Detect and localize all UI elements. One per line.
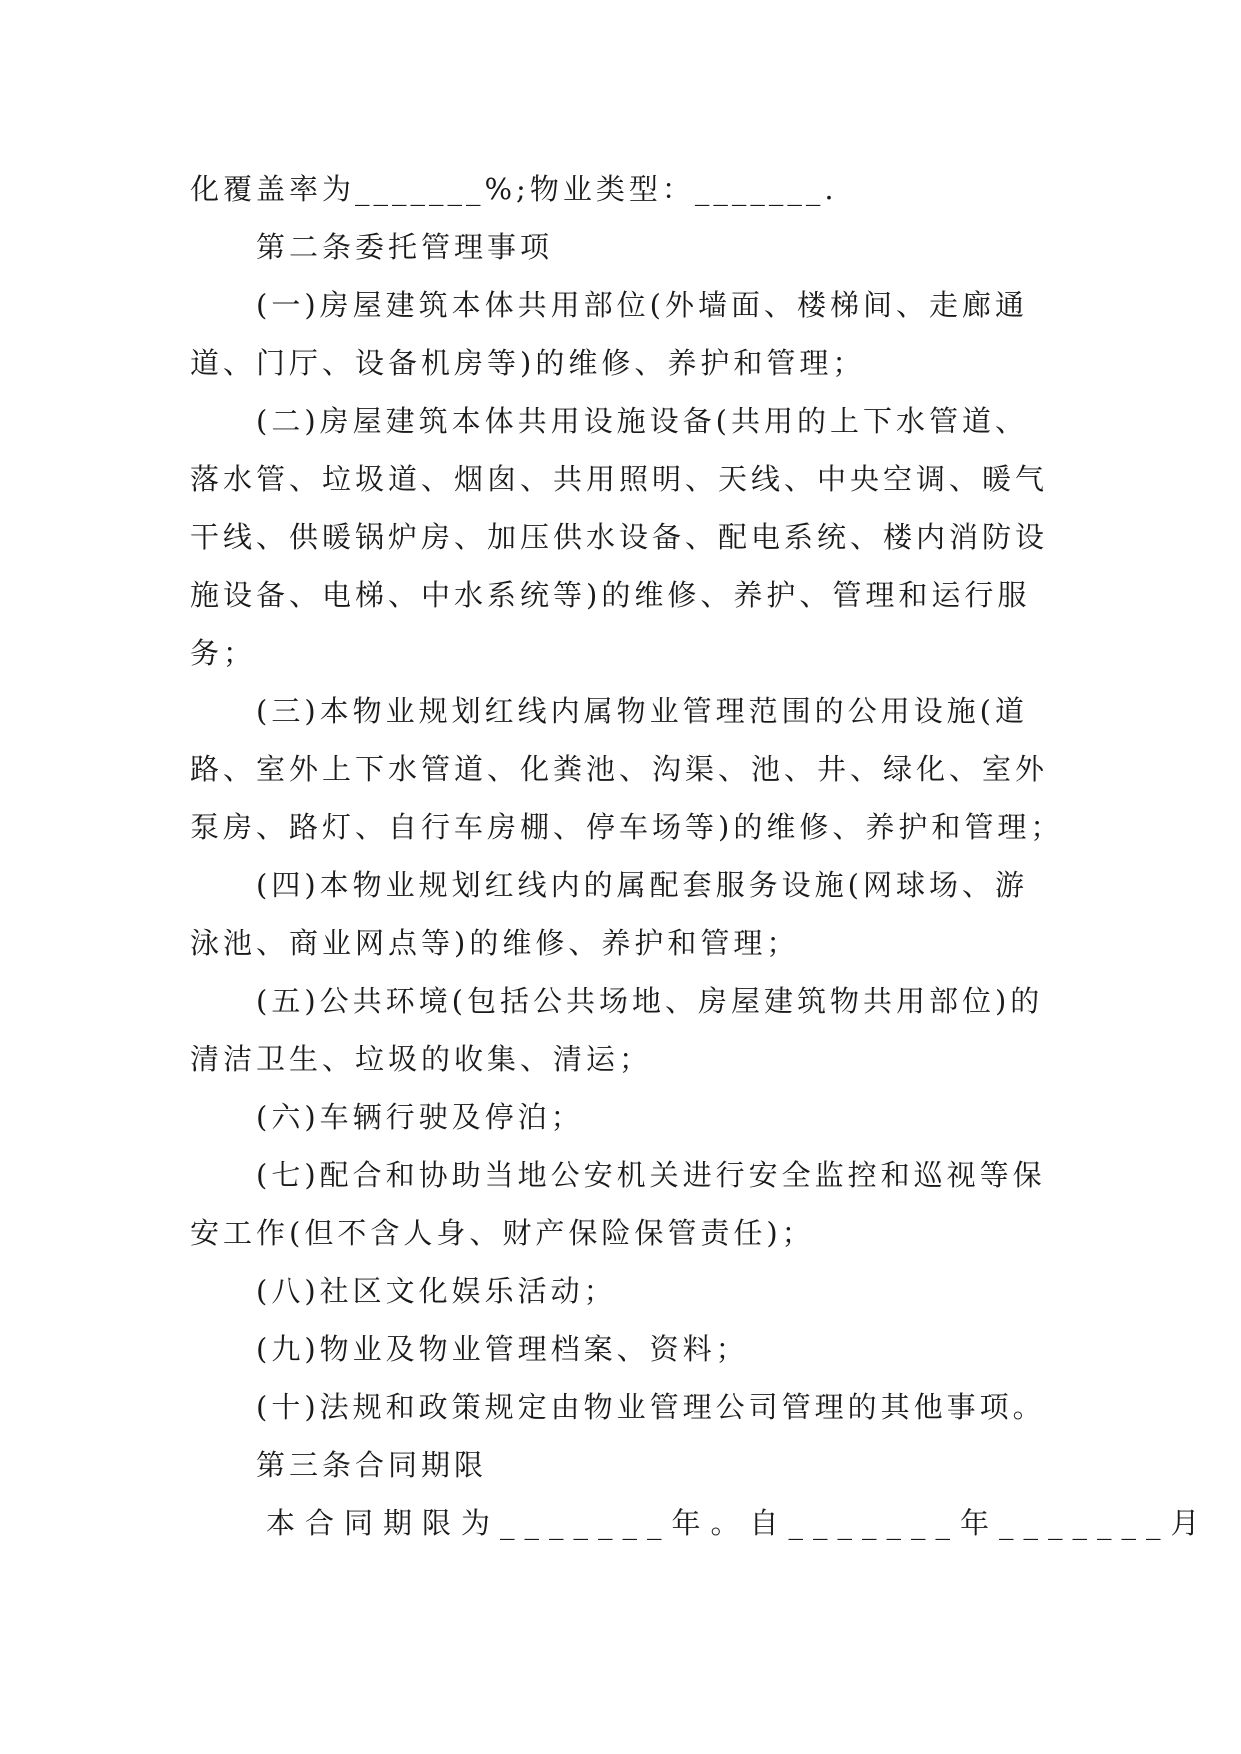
paragraph-line: 干线、供暖锅炉房、加压供水设备、配电系统、楼内消防设	[190, 520, 1049, 554]
paragraph-line: (三)本物业规划红线内属物业管理范围的公用设施(道	[256, 694, 1028, 728]
paragraph-line: 清洁卫生、垃圾的收集、清运；	[190, 1042, 653, 1076]
text-line: 化覆盖率为_______%;物业类型：_______.	[190, 172, 838, 206]
paragraph-line: 路、室外上下水管道、化粪池、沟渠、池、井、绿化、室外	[190, 752, 1049, 786]
paragraph-line: (一)房屋建筑本体共用部位(外墙面、楼梯间、走廊通	[256, 288, 1028, 322]
paragraph-line: 本合同期限为_______年。自_______年_______月	[266, 1506, 1210, 1540]
paragraph-line: (七)配合和协助当地公安机关进行安全监控和巡视等保	[256, 1158, 1046, 1192]
paragraph-line: 施设备、电梯、中水系统等)的维修、养护、管理和运行服	[190, 578, 1031, 612]
section-heading: 第三条合同期限	[256, 1448, 488, 1482]
paragraph-line: 务；	[190, 636, 257, 670]
paragraph-line: 道、门厅、设备机房等)的维修、养护和管理；	[190, 346, 866, 380]
paragraph-line: 泵房、路灯、自行车房棚、停车场等)的维修、养护和管理；	[190, 810, 1064, 844]
paragraph-line: 落水管、垃圾道、烟囱、共用照明、天线、中央空调、暖气	[190, 462, 1049, 496]
paragraph-line: (五)公共环境(包括公共场地、房屋建筑物共用部位)的	[256, 984, 1044, 1018]
section-heading: 第二条委托管理事项	[256, 230, 554, 264]
paragraph-line: (四)本物业规划红线内的属配套服务设施(网球场、游	[256, 868, 1028, 902]
paragraph-line: 泳池、商业网点等)的维修、养护和管理；	[190, 926, 800, 960]
paragraph-line: (六)车辆行驶及停泊；	[256, 1100, 584, 1134]
document-body	[190, 160, 1210, 1552]
paragraph-line: 安工作(但不含人身、财产保险保管责任)；	[190, 1216, 815, 1250]
paragraph-line: (九)物业及物业管理档案、资料；	[256, 1332, 749, 1366]
paragraph-line: (八)社区文化娱乐活动；	[256, 1274, 617, 1308]
paragraph-line: (二)房屋建筑本体共用设施设备(共用的上下水管道、	[256, 404, 1028, 438]
paragraph-line: (十)法规和政策规定由物业管理公司管理的其他事项。	[256, 1390, 1046, 1424]
